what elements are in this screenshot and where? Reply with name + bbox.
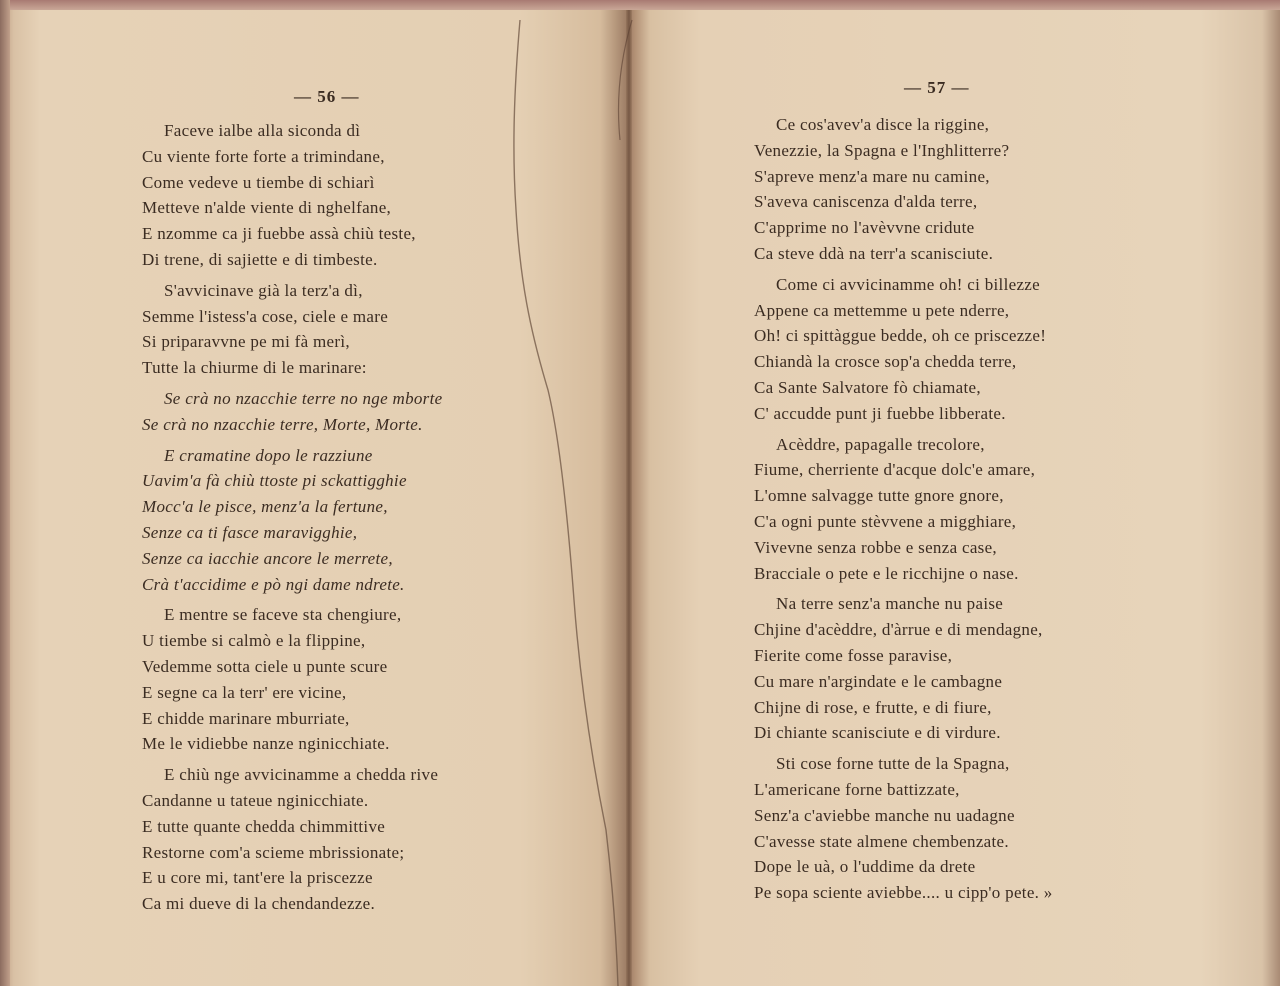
verse-line: Fiume, cherriente d'acque dolc'e amare, bbox=[754, 460, 1036, 480]
verse-line: Chiandà la crosce sop'a chedda terre, bbox=[754, 352, 1017, 372]
verse-line: Semme l'istess'a cose, ciele e mare bbox=[142, 306, 389, 326]
verse-line: Ca mi dueve di la chendandezze. bbox=[142, 894, 376, 914]
verse-line: Si priparavvne pe mi fà merì, bbox=[142, 332, 350, 352]
verse-line: Ce cos'avev'a disce la riggine, bbox=[776, 115, 990, 134]
verse-line: Dope le uà, o l'uddime da drete bbox=[754, 857, 976, 877]
verse-line: Metteve n'alde viente di nghelfane, bbox=[142, 198, 392, 218]
verse-line: S'avvicinave già la terz'a dì, bbox=[164, 280, 363, 300]
verse-line: E segne ca la terr' ere vicine, bbox=[142, 682, 347, 702]
stanza bbox=[142, 602, 442, 757]
verse-line: Me le vidiebbe nanze nginicchiate. bbox=[142, 734, 390, 754]
stanza bbox=[142, 762, 442, 917]
book-gutter bbox=[626, 10, 632, 986]
stanza bbox=[754, 432, 1053, 587]
verse-line: Appene ca mettemme u pete nderre, bbox=[754, 300, 1010, 320]
verse-line: Faceve ialbe alla siconda dì bbox=[164, 121, 361, 140]
verse-line: Cu viente forte forte a trimindane, bbox=[142, 146, 385, 166]
verse-line: Restorne com'a scieme mbrissionate; bbox=[142, 842, 405, 862]
verse-line: Senze ca ti fasce maravigghie, bbox=[142, 522, 358, 542]
verse-line: Sti cose forne tutte de la Spagna, bbox=[776, 754, 1010, 774]
left-binding bbox=[0, 0, 10, 986]
verse-line: Tutte la chiurme di le marinare: bbox=[142, 358, 367, 378]
stanza bbox=[142, 278, 442, 381]
verse-line: E cramatine dopo le razziune bbox=[164, 445, 373, 465]
verse-line: E tutte quante chedda chimmittive bbox=[142, 816, 386, 836]
verse-line: E u core mi, tant'ere la priscezze bbox=[142, 868, 373, 888]
verse-line: U tiembe si calmò e la flippine, bbox=[142, 631, 366, 651]
stanza bbox=[754, 591, 1053, 746]
verse-line: C'a ogni punte stèvvene a migghiare, bbox=[754, 511, 1017, 531]
page-number: — 57 — bbox=[904, 78, 970, 97]
verse-line: C'avesse state almene chembenzate. bbox=[754, 831, 1009, 851]
verse-line: Uavim'a fà chiù ttoste pi sckattigghie bbox=[142, 471, 407, 491]
poem-verses bbox=[754, 112, 1053, 906]
stanza bbox=[142, 443, 442, 598]
verse-line: Oh! ci spittàggue bedde, oh ce priscezze! bbox=[754, 326, 1047, 346]
verse-line: Pe sopa sciente aviebbe.... u cipp'o pete. » bbox=[754, 883, 1053, 903]
verse-line: Na terre senz'a manche nu paise bbox=[776, 594, 1004, 614]
stanza bbox=[142, 386, 442, 438]
verse-line: S'aveva caniscenza d'alda terre, bbox=[754, 192, 978, 212]
verse-line: L'omne salvagge tutte gnore gnore, bbox=[754, 486, 1004, 506]
verse-line: Senze ca iacchie ancore le merrete, bbox=[142, 548, 393, 568]
page-top-edge bbox=[0, 0, 1280, 10]
verse-line: E chiù nge avvicinamme a chedda rive bbox=[164, 765, 439, 785]
verse-line: E chidde marinare mburriate, bbox=[142, 708, 350, 728]
verse-line: Venezzie, la Spagna e l'Inghlitterre? bbox=[754, 140, 1010, 160]
verse-line: E mentre se faceve sta chengiure, bbox=[164, 605, 402, 625]
verse-line: Candanne u tateue nginicchiate. bbox=[142, 790, 369, 810]
verse-line: Ca Sante Salvatore fò chiamate, bbox=[754, 377, 981, 397]
verse-line: Se crà no nzacchie terre no nge mborte bbox=[164, 388, 443, 408]
verse-line: Come vedeve u tiembe di schiarì bbox=[142, 172, 375, 192]
verse-line: Crà t'accidime e pò ngi dame ndrete. bbox=[142, 574, 405, 594]
verse-line: Di chiante scanisciute e di virdure. bbox=[754, 723, 1001, 743]
verse-line: Ca steve ddà na terr'a scanisciute. bbox=[754, 243, 994, 263]
stanza bbox=[142, 118, 442, 273]
verse-line: Chijne di rose, e frutte, e di fiure, bbox=[754, 697, 992, 717]
stanza bbox=[754, 272, 1053, 427]
verse-line: Cu mare n'argindate e le cambagne bbox=[754, 671, 1003, 691]
verse-line: L'americane forne battizzate, bbox=[754, 779, 960, 799]
verse-line: Vedemme sotta ciele u punte scure bbox=[142, 656, 388, 676]
verse-line: Di trene, di sajiette e di timbeste. bbox=[142, 249, 378, 269]
verse-line: Senz'a c'aviebbe manche nu uadagne bbox=[754, 805, 1015, 825]
stanza bbox=[754, 751, 1053, 906]
stanza bbox=[754, 112, 1053, 267]
verse-line: Mocc'a le pisce, menz'a la fertune, bbox=[142, 497, 388, 517]
verse-line: C' accudde punt ji fuebbe libberate. bbox=[754, 403, 1006, 423]
verse-line: Come ci avvicinamme oh! ci billezze bbox=[776, 274, 1040, 294]
verse-line: Bracciale o pete e le ricchijne o nase. bbox=[754, 563, 1019, 583]
verse-line: Vivevne senza robbe e senza case, bbox=[754, 537, 997, 557]
verse-line: E nzomme ca ji fuebbe assà chiù teste, bbox=[142, 224, 416, 244]
verse-line: Chjine d'acèddre, d'àrrue e di mendagne, bbox=[754, 620, 1043, 640]
verse-line: C'apprime no l'avèvvne cridute bbox=[754, 218, 975, 238]
poem-verses bbox=[142, 118, 442, 917]
verse-line: Acèddre, papagalle trecolore, bbox=[776, 434, 985, 454]
verse-line: Se crà no nzacchie terre, Morte, Morte. bbox=[142, 414, 423, 434]
verse-line: S'apreve menz'a mare nu camine, bbox=[754, 166, 990, 186]
verse-line: Fierite come fosse paravise, bbox=[754, 645, 953, 665]
page-number: — 56 — bbox=[294, 87, 360, 106]
